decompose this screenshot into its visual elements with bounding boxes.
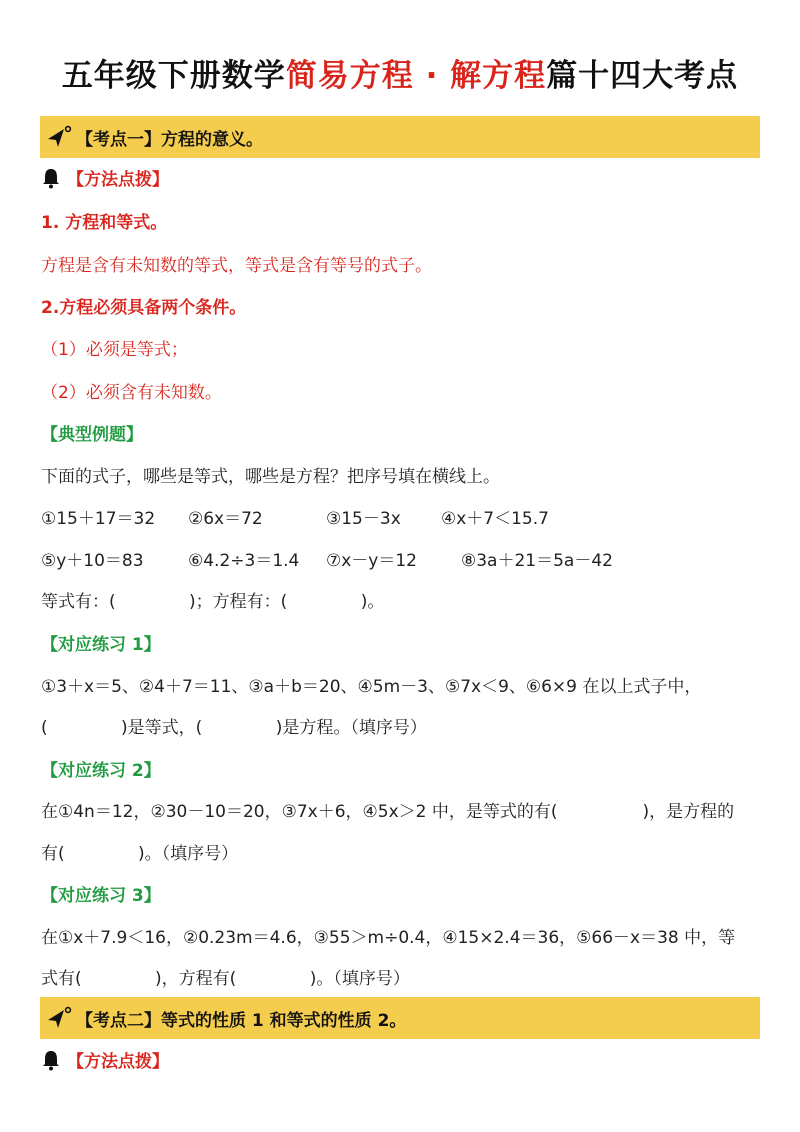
title-part3: 篇十四大考点 (546, 58, 739, 94)
method-1-label: 【方法点拨】 (67, 170, 169, 190)
equation-item: ⑧3a＋21＝5a－42 (461, 551, 613, 571)
equation-item: ②6x＝72 (188, 509, 263, 529)
practice-2-label: 【对应练习 2】 (41, 761, 161, 781)
equation-item: ⑦x－y＝12 (326, 551, 417, 571)
section-1-label: 【考点一】方程的意义。 (76, 129, 263, 150)
section-2-label: 【考点二】等式的性质 1 和等式的性质 2。 (76, 1010, 407, 1031)
practice-1-label: 【对应练习 1】 (41, 635, 161, 655)
practice-3-line-2: 式有( )，方程有( )。（填序号） (41, 969, 410, 989)
example-question: 下面的式子，哪些是等式，哪些是方程？把序号填在横线上。 (41, 467, 500, 487)
equation-item: ①15＋17＝32 (41, 509, 156, 529)
practice-2-line-2: 有( )。（填序号） (41, 844, 239, 864)
example-label: 【典型例题】 (41, 425, 143, 445)
practice-3-line-1: 在①x＋7.9＜16，②0.23m＝4.6，③55＞m÷0.4，④15×2.4＝36，⑤66－x＝38 中，等 (41, 928, 736, 948)
equation-item: ⑤y＋10＝83 (41, 551, 144, 571)
practice-1-line-1: ①3＋x＝5、②4＋7＝11、③a＋b＝20、④5m－3、⑤7x＜9、⑥6×9 在以上式子中， (41, 677, 702, 697)
section-bar-2 (40, 997, 760, 1039)
method-2-label: 【方法点拨】 (67, 1052, 169, 1072)
condition-2: （2）必须含有未知数。 (41, 383, 222, 403)
condition-1: （1）必须是等式； (41, 340, 188, 360)
megaphone-icon (46, 1006, 72, 1030)
example-answer: 等式有：( )；方程有：( )。 (41, 592, 385, 612)
title-part2: 简易方程 · 解方程 (285, 58, 547, 94)
point-2-heading: 2.方程必须具备两个条件。 (41, 298, 247, 318)
title-part1: 五年级下册数学 (61, 58, 286, 94)
equation-item: ⑥4.2÷3＝1.4 (188, 551, 300, 571)
point-1-heading: 1. 方程和等式。 (41, 213, 168, 233)
equation-item: ③15－3x (326, 509, 401, 529)
method-header-1 (41, 165, 169, 190)
bell-icon (41, 1049, 61, 1071)
practice-1-line-2: ( )是等式，( )是方程。（填序号） (41, 718, 427, 738)
page-title (0, 50, 800, 95)
point-1-text: 方程是含有未知数的等式，等式是含有等号的式子。 (41, 256, 432, 276)
section-bar-1 (40, 116, 760, 158)
megaphone-icon (46, 125, 72, 149)
practice-2-line-1: 在①4n＝12，②30－10＝20，③7x＋6，④5x＞2 中，是等式的有( )，是方程的 (41, 802, 735, 822)
bell-icon (41, 167, 61, 189)
method-header-2 (41, 1047, 169, 1072)
equation-item: ④x＋7＜15.7 (441, 509, 549, 529)
practice-3-label: 【对应练习 3】 (41, 886, 161, 906)
